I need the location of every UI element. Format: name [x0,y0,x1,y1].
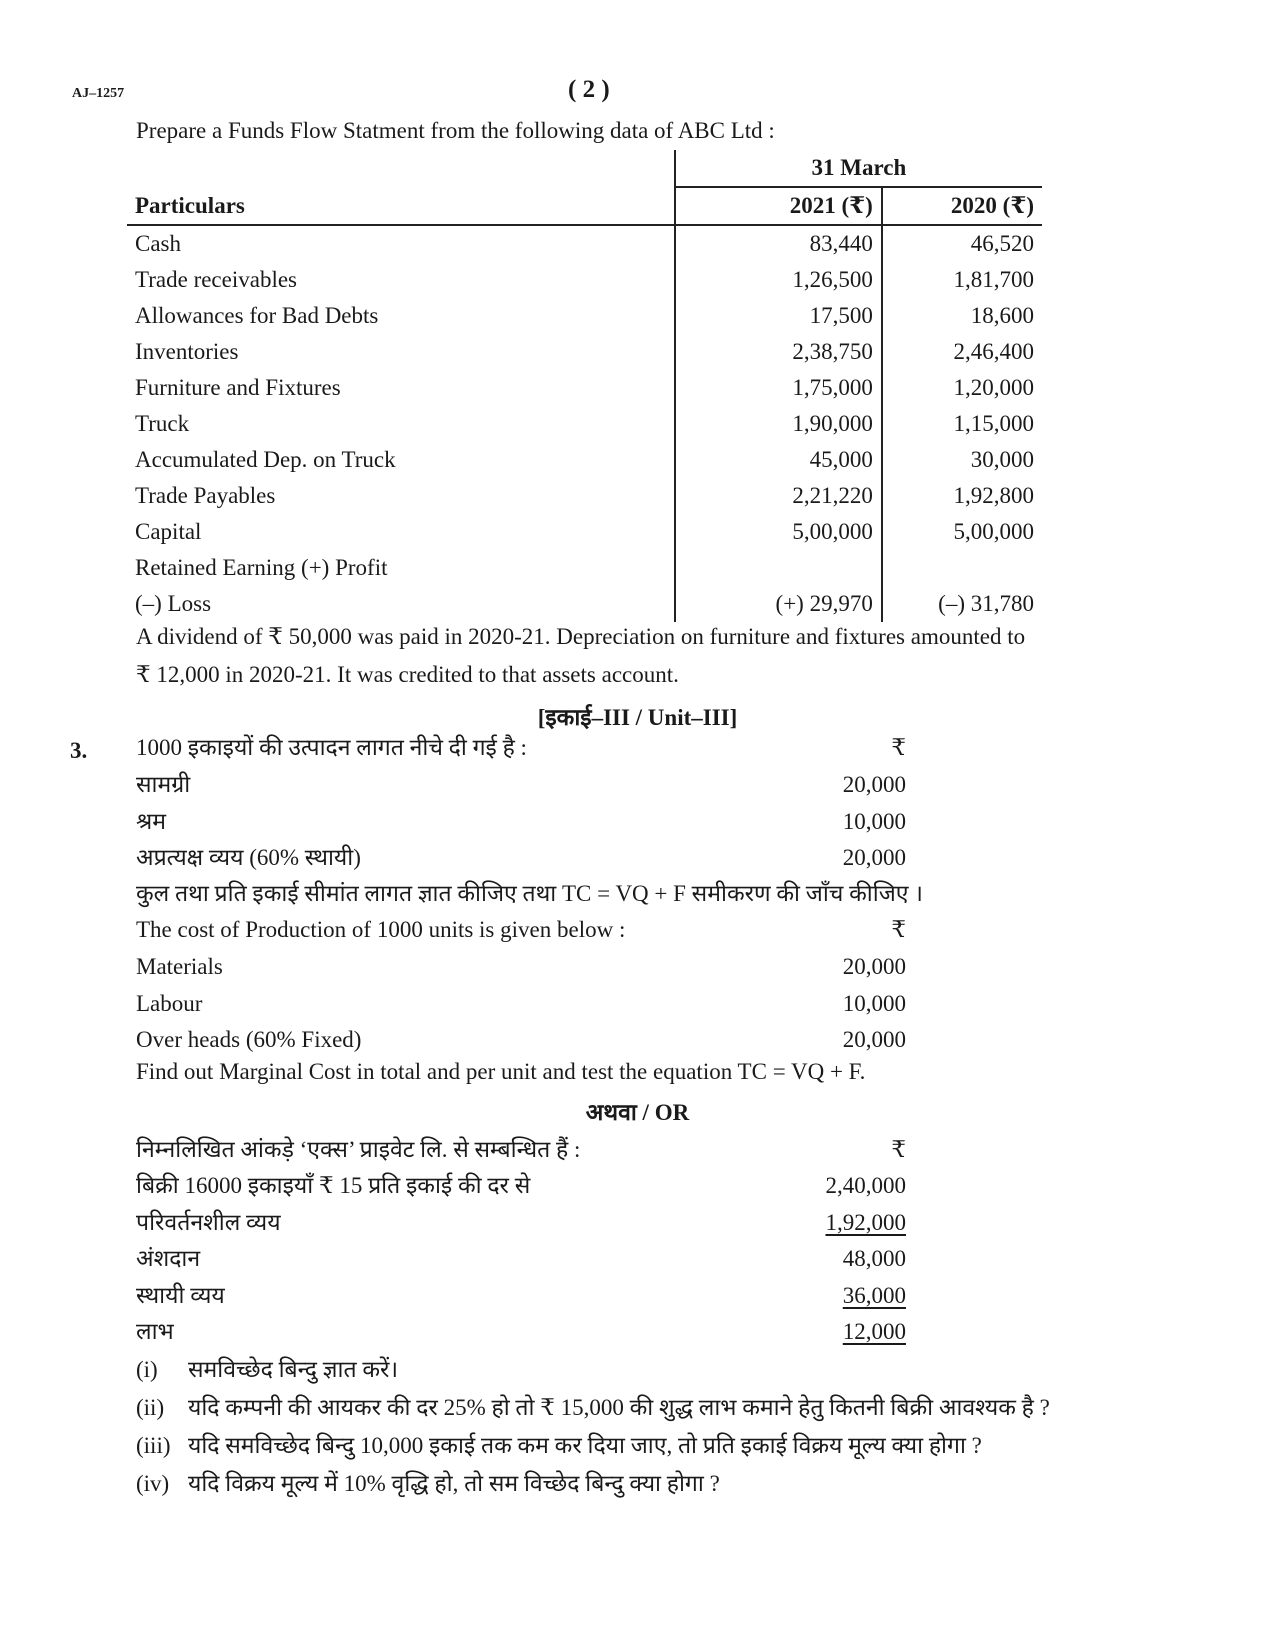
cell-2021: 1,26,500 [675,262,882,298]
amount-row [136,1241,906,1277]
cell-2021: 83,440 [675,225,882,262]
cell-particular: Capital [135,519,202,544]
cell-2021: 1,90,000 [675,406,882,442]
item-amount: 10,000 [842,990,906,1016]
amount-row [136,986,906,1022]
item-label: लाभ [136,1319,174,1344]
cell-2021: 17,500 [675,298,882,334]
cell-2020: 1,92,800 [882,478,1042,514]
cell-particular: Furniture and Fixtures [135,375,341,400]
table-row [127,370,1042,406]
cell-2020: 18,600 [882,298,1042,334]
item-amount: 2,40,000 [825,1173,906,1198]
table-row [127,225,1042,262]
item-label: Materials [136,954,223,979]
question-number: 3. [70,738,88,763]
english-question: Find out Marginal Cost in total and per unit and test the equation TC = VQ + F. [136,1059,866,1084]
item-amount: 10,000 [842,808,906,834]
item-amount: 20,000 [842,954,906,979]
paper-code: AJ–1257 [72,86,125,101]
amount-row [136,1278,906,1314]
sub-question [136,1466,720,1498]
item-amount: 48,000 [842,1246,906,1271]
cell-particular: Trade receivables [135,267,297,292]
cell-2020: 30,000 [882,442,1042,478]
note-line-2: ₹ 12,000 in 2020-21. It was credited to that assets account. [136,662,679,687]
sub-question [136,1390,1050,1422]
cell-2020: 2,46,400 [882,334,1042,370]
cell-2021: 1,75,000 [675,370,882,406]
hindi-intro: 1000 इकाइयों की उत्पादन लागत नीचे दी गई है : [136,735,527,760]
item-amount: 20,000 [842,845,906,870]
amount-row [136,767,906,803]
item-label: श्रम [136,808,167,834]
sub-question [136,1352,398,1384]
question-intro: Prepare a Funds Flow Statment from the following data of ABC Ltd : [136,118,775,143]
item-label: Labour [136,990,203,1016]
item-label: Over heads (60% Fixed) [136,1027,362,1052]
funds-flow-data-table [127,150,1042,622]
cell-2021: 2,38,750 [675,334,882,370]
sub-question-text: यदि समविच्छेद बिन्दु 10,000 इकाई तक कम कर दिया जाए, तो प्रति इकाई विक्रय मूल्य क्या होगा ? [188,1433,982,1458]
amount-row [136,949,906,985]
item-label: अप्रत्यक्ष व्यय (60% स्थायी) [136,845,361,870]
rupee-symbol: ₹ [891,1137,906,1162]
table-row [127,262,1042,298]
cell-particular: Allowances for Bad Debts [135,303,379,328]
sub-question-number: (iv) [136,1471,170,1496]
amount-row [136,840,906,876]
item-label: अंशदान [136,1246,201,1271]
cell-particular: Truck [135,411,190,436]
note-line-1: A dividend of ₹ 50,000 was paid in 2020-21. Depreciation on furniture and fixtures amounted to [136,624,1026,649]
cell-2020: 1,20,000 [882,370,1042,406]
alt-intro-row [136,1132,906,1168]
rupee-symbol: ₹ [891,735,906,760]
table-row [127,298,1042,334]
cell-2021: (+) 29,970 [675,586,882,622]
cell-2020: (–) 31,780 [882,586,1042,622]
table-row [127,334,1042,370]
sub-question-text: यदि कम्पनी की आयकर की दर 25% हो तो ₹ 15,000 की शुद्ध लाभ कमाने हेतु कितनी बिक्री आवश्यक है ? [188,1395,1050,1420]
col-group-header: 31 March [675,150,1042,187]
col-header-particulars: Particulars [135,193,245,218]
rupee-symbol: ₹ [891,917,906,942]
col-header-2020: 2020 (₹) [882,187,1042,225]
hindi-intro-row [136,730,906,766]
english-intro: The cost of Production of 1000 units is given below : [136,917,626,942]
or-heading: अथवा / OR [585,1100,690,1125]
col-header-2021: 2021 (₹) [675,187,882,225]
cell-particular: Accumulated Dep. on Truck [135,447,396,472]
item-amount: 20,000 [842,772,906,797]
sub-question-number: (iii) [136,1433,171,1458]
item-amount: 36,000 [842,1282,906,1308]
cell-2021: 2,21,220 [675,478,882,514]
table-row [127,586,1042,622]
english-intro-row [136,912,906,948]
cell-2021 [675,550,882,586]
hindi-question: कुल तथा प्रति इकाई सीमांत लागत ज्ञात कीजिए तथा TC = VQ + F समीकरण की जाँच कीजिए । [136,881,923,906]
item-label: बिक्री 16000 इकाइयाँ ₹ 15 प्रति इकाई की दर से [136,1173,531,1198]
cell-particular: Retained Earning (+) Profit [135,555,388,580]
table-row [127,442,1042,478]
unit-heading: [इकाई–III / Unit–III] [537,705,738,730]
cell-particular: Cash [135,231,181,256]
amount-row [136,1314,906,1350]
item-amount: 20,000 [842,1027,906,1052]
sub-question-number: (i) [136,1357,158,1382]
amount-row [136,804,906,840]
cell-particular: Inventories [135,339,239,364]
alt-intro: निम्नलिखित आंकड़े ‘एक्स’ प्राइवेट लि. से सम्बन्धित हैं : [136,1137,581,1162]
page-number: ( 2 ) [568,76,610,103]
cell-2020: 1,15,000 [882,406,1042,442]
amount-row [136,1022,906,1058]
item-amount: 12,000 [842,1319,906,1344]
amount-row [136,1168,906,1204]
table-row [127,406,1042,442]
cell-2021: 5,00,000 [675,514,882,550]
cell-2020: 1,81,700 [882,262,1042,298]
table-row [127,478,1042,514]
sub-question-text: समविच्छेद बिन्दु ज्ञात करें। [188,1357,399,1382]
sub-question [136,1428,982,1460]
sub-question-number: (ii) [136,1395,165,1420]
cell-2020: 5,00,000 [882,514,1042,550]
cell-particular: (–) Loss [135,591,212,616]
table-row [127,550,1042,586]
cell-2020: 46,520 [882,225,1042,262]
cell-2021: 45,000 [675,442,882,478]
item-label: सामग्री [136,772,191,797]
item-amount: 1,92,000 [825,1209,906,1235]
item-label: स्थायी व्यय [136,1282,225,1308]
sub-question-text: यदि विक्रय मूल्य में 10% वृद्धि हो, तो सम विच्छेद बिन्दु क्या होगा ? [188,1471,720,1496]
cell-2020 [882,550,1042,586]
table-row [127,514,1042,550]
item-label: परिवर्तनशील व्यय [136,1209,281,1235]
cell-particular: Trade Payables [135,483,276,508]
amount-row [136,1205,906,1241]
